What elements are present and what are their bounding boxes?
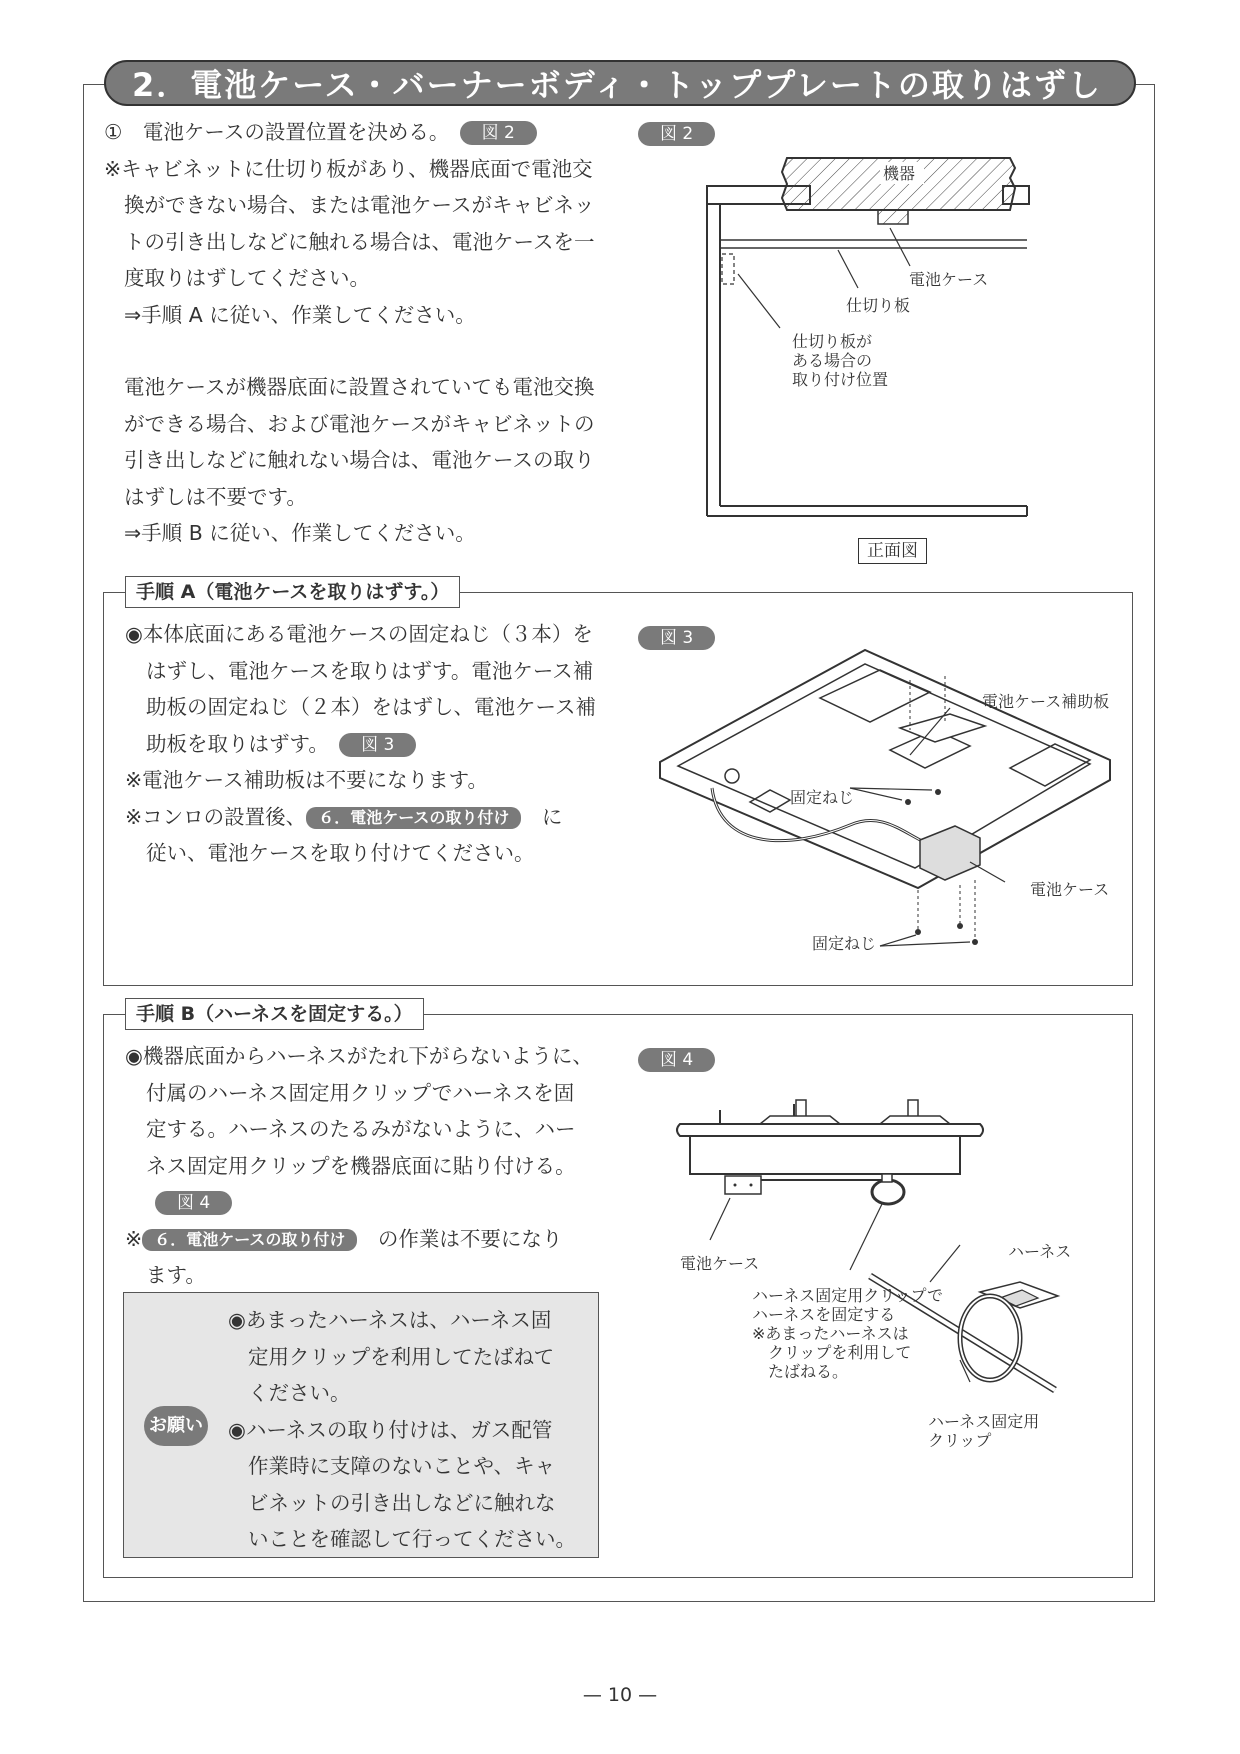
fig4-badge: 図 4 [638, 1048, 715, 1072]
fig4-ref-badge: 図 4 [155, 1191, 232, 1215]
fig3-label-case: 電池ケース [1030, 880, 1110, 899]
fig4-label-harness: ハーネス [1008, 1242, 1072, 1261]
fig2-label-kiki: 機器 [883, 164, 916, 183]
step1-note2-line: 引き出しなどに触れない場合は、電池ケースの取り [124, 448, 595, 472]
fig4-label-clip: ハーネス固定用 クリップ [928, 1412, 1040, 1450]
fig3-label-neji2: 固定ねじ [812, 934, 877, 953]
onegai-text: ◉あまったハーネスは、ハーネス固 定用クリップを利用してたばねて ください。 ◉ハーネスの取り付けは、ガス配管 作業時に支障のないことや、キャ ビネットの引き出しなどに触れな いことを確認して行ってください。 [228, 1308, 576, 1551]
install-ref-badge-a[interactable]: ６．電池ケースの取り付け [306, 807, 521, 829]
onegai-tag: お願い [144, 1406, 208, 1446]
procB-text: ◉機器底面からハーネスがたれ下がらないように、 付属のハーネス固定用クリップでハーネスを固 定する。ハーネスのたるみがないように、ハー ネス固定用クリップを機器底面に貼り付ける。 図 4 ※ ６．電池ケースの取り付け の作業は不要になり ます。 [125, 1044, 593, 1287]
step1-note2-line: はずしは不要です。 [124, 484, 307, 509]
section-title: 2．電池ケース・バーナーボディ・トッププレートの取りはずし [104, 60, 1136, 106]
procB-label: 手順 B（ハーネスを固定する。） [125, 998, 424, 1030]
step1-note2-line: ができる場合、および電池ケースがキャビネットの [124, 411, 595, 436]
fig2-label-pos: 仕切り板が ある場合の 取り付け位置 [792, 332, 889, 389]
fig3-label-neji1: 固定ねじ [790, 788, 855, 807]
fig2-caption: 正面図 [858, 538, 927, 564]
fig3-badge: 図 3 [638, 626, 715, 650]
fig3-label-hojo: 電池ケース補助板 [982, 692, 1110, 711]
step1-note-line: ⇒手順 A に従い、作業してください。 [124, 302, 476, 327]
step1-line: ① 電池ケースの設置位置を決める。 [104, 120, 440, 144]
step1-block [104, 114, 624, 552]
step1-note-line: ※キャビネットに仕切り板があり、機器底面で電池交 [104, 156, 593, 181]
step1-note-line: トの引き出しなどに触れる場合は、電池ケースを一 [124, 229, 595, 254]
step1-note-line: 換ができない場合、または電池ケースがキャビネッ [124, 193, 595, 217]
install-ref-badge-b[interactable]: ６．電池ケースの取り付け [142, 1229, 357, 1251]
fig2-ref-badge: 図 2 [460, 121, 537, 145]
fig4-label-case: 電池ケース [680, 1254, 760, 1273]
fig3-illustration [650, 640, 1120, 960]
step1-note2-line: ⇒手順 B に従い、作業してください。 [124, 521, 476, 545]
page-number: — 10 — [582, 1684, 658, 1706]
procA-text: ◉本体底面にある電池ケースの固定ねじ（３本）を はずし、電池ケースを取りはずす。電池ケース補 助板の固定ねじ（２本）をはずし、電池ケース補 助板を取りはずす。 図 3 ※電池ケース補助板は不要になります。 ※コンロの設置後、 ６．電池ケースの取り付け に 従い、電池ケースを取り付けてください。 [125, 622, 596, 865]
procA-label: 手順 A（電池ケースを取りはずす。） [125, 576, 460, 608]
fig4-label-clip-desc: ハーネス固定用クリップで ハーネスを固定する ※あまったハーネスは クリップを利用して たばねる。 [752, 1286, 944, 1381]
step1-note-line: 度取りはずしてください。 [124, 266, 370, 290]
fig2-label-denchi: 電池ケース [909, 270, 989, 289]
fig2-label-shikiri: 仕切り板 [846, 296, 911, 315]
step1-note2-line: 電池ケースが機器底面に設置されていても電池交換 [124, 375, 595, 399]
fig3-ref-badge: 図 3 [339, 733, 416, 757]
fig2-badge: 図 2 [638, 122, 715, 146]
